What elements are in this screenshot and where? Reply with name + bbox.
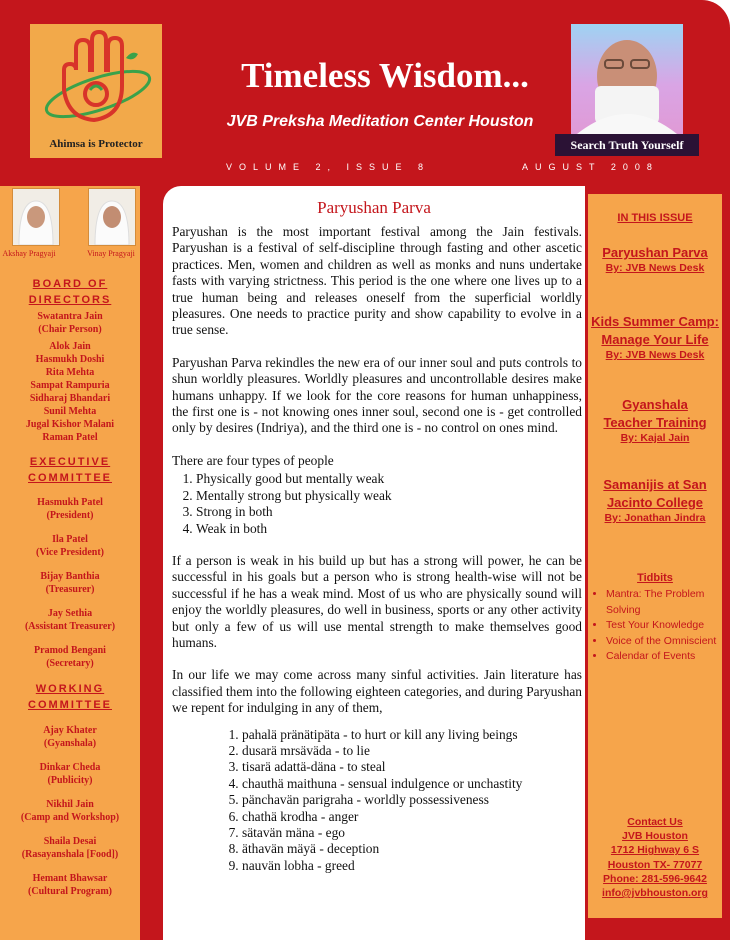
photo-caption-vinay: Vinay Pragyaji (87, 249, 135, 258)
working-list (0, 724, 140, 898)
sins-list (172, 727, 582, 875)
newsletter-title: Timeless Wisdom... (241, 56, 529, 95)
working-heading: WORKING COMMITTEE (28, 683, 112, 711)
vinay-photo (88, 188, 136, 246)
working-role: (Gyanshala) (43, 738, 97, 749)
executive-role: (Secretary) (46, 658, 94, 669)
issue-title: Paryushan Parva (602, 245, 708, 260)
list-item: 2. dusarä mrsäväda - to lie (242, 743, 582, 759)
tidbit-item[interactable]: • Voice of the Omniscient (606, 634, 730, 650)
issue-byline: By: Kajal Jain (620, 432, 690, 444)
executive-heading: EXECUTIVE COMMITTEE (28, 456, 112, 484)
tidbit-item[interactable]: • Calendar of Events (606, 649, 730, 665)
contact-city: Houston TX- 77077 (607, 858, 703, 871)
list-item: 1. pahalä pränätipäta - to hurt or kill any living beings (242, 727, 582, 743)
working-role: (Rasayanshala [Food]) (21, 849, 119, 860)
executive-name: Hasmukh Patel (37, 497, 103, 508)
contact-phone: Phone: 281-596-9642 (603, 872, 707, 885)
list-item: 5. pänchavän parigraha - worldly possessiveness (242, 792, 582, 808)
executive-list (0, 496, 140, 670)
contact-street: 1712 Highway 6 S (610, 844, 700, 857)
person-photo-icon (571, 24, 683, 134)
working-role: (Cultural Program) (28, 886, 112, 897)
list-item: 1. Physically good but mentally weak (196, 471, 582, 487)
ahimsa-logo (30, 24, 162, 158)
contact-block (588, 815, 722, 900)
board-member: Sunil Mehta (43, 406, 97, 417)
board-member: Jugal Kishor Malani (25, 419, 115, 430)
issue-link-summer-camp[interactable] (588, 313, 722, 362)
board-member: Raman Patel (42, 432, 98, 443)
article-body (172, 224, 582, 890)
logo-caption: Ahimsa is Protector (49, 138, 143, 150)
board-member: Sampat Rampuria (30, 380, 110, 391)
issue-byline: By: JVB News Desk (605, 262, 705, 274)
list-item: 2. Mentally strong but physically weak (196, 488, 582, 504)
contact-org: JVB Houston (622, 830, 688, 843)
people-types-list (172, 471, 582, 537)
person-photo-icon (89, 189, 135, 245)
working-name: Dinkar Cheda (39, 762, 101, 773)
issue-byline: By: JVB News Desk (605, 349, 705, 361)
list-item: 7. sätavän mäna - ego (242, 825, 582, 841)
akshay-photo (12, 188, 60, 246)
working-name: Ajay Khater (43, 725, 97, 736)
board-member: Swatantra Jain (37, 311, 103, 322)
article-title: Paryushan Parva (317, 198, 431, 217)
right-sidebar (588, 194, 722, 918)
article-paragraph: If a person is weak in his build up but has a strong will power, he can be successful in his goals but a person who is strong health-wise will not be successful if he has a weak mind. Most of us who are physically sound will enjoy the worldly pleasures, do well in business, sports or any other activity but only a few of us will use mental strength to make themselves good humans. (172, 552, 582, 650)
newsletter-subtitle: JVB Preksha Meditation Center Houston (226, 113, 534, 130)
issue-title: Kids Summer Camp: Manage Your Life (591, 314, 719, 347)
tidbit-item[interactable]: • Test Your Knowledge (606, 618, 730, 634)
board-member: Rita Mehta (45, 367, 95, 378)
tidbits-list (592, 587, 730, 665)
board-member-role: (Chair Person) (38, 324, 102, 335)
tidbit-item[interactable]: • Mantra: The Problem Solving (606, 587, 730, 618)
issue-link-samanijis[interactable] (588, 476, 722, 525)
issue-byline: By: Jonathan Jindra (604, 512, 706, 524)
list-item: 3. tisarä adattä-däna - to steal (242, 759, 582, 775)
executive-role: (Vice President) (35, 547, 105, 558)
article-paragraph: Paryushan is the most important festival among the Jain festivals. Paryushan is a festival of self-discipline through fasting and other ascetic practices. Men, women and children as well as monks and nuns undertake fasts with varying strictness. This period is the one where one lives up to a true human being and releases oneself from the superficial worldly pleasures. One needs to practice purity and show capability to evolve in a true sense. (172, 224, 582, 338)
board-member: Hasmukh Doshi (35, 354, 105, 365)
article-panel (163, 186, 585, 940)
tidbits-heading: Tidbits (637, 572, 673, 584)
list-item: 4. chauthä maithuna - sensual indulgence or unchastity (242, 776, 582, 792)
article-paragraph: There are four types of people (172, 452, 334, 468)
list-item: 6. chathä krodha - anger (242, 809, 582, 825)
executive-role: (Treasurer) (45, 584, 95, 595)
board-member: Sidharaj Bhandari (29, 393, 111, 404)
contact-email-link[interactable]: info@jvbhouston.org (602, 887, 708, 900)
left-sidebar (0, 186, 140, 940)
working-name: Shaila Desai (43, 836, 97, 847)
list-item: 9. nauvän lobha - greed (242, 858, 582, 874)
working-role: (Camp and Workshop) (20, 812, 120, 823)
in-this-issue-heading: IN THIS ISSUE (617, 212, 693, 224)
working-role: (Publicity) (47, 775, 93, 786)
issue-link-paryushan[interactable] (588, 244, 722, 275)
contact-heading: Contact Us (627, 816, 683, 828)
issue-title: Gyanshala Teacher Training (603, 397, 707, 430)
person-photo-icon (13, 189, 59, 245)
executive-name: Ila Patel (52, 534, 88, 545)
list-item: 4. Weak in both (196, 521, 582, 537)
issue-title: Samanijis at San Jacinto College (603, 477, 707, 510)
executive-name: Jay Sethia (47, 608, 93, 619)
executive-name: Pramod Bengani (34, 645, 106, 656)
working-name: Hemant Bhawsar (32, 873, 108, 884)
volume-issue: VOLUME 2, ISSUE 8 (226, 162, 431, 172)
list-item: 8. äthavän mäyä - deception (242, 841, 582, 857)
photo-caption-akshay: Akshay Pragyaji (2, 249, 56, 258)
board-list (0, 310, 140, 444)
issue-date: AUGUST 2008 (522, 162, 659, 172)
executive-role: (Assistant Treasurer) (24, 621, 116, 632)
board-member: Alok Jain (49, 341, 91, 352)
executive-name: Bijay Banthia (40, 571, 100, 582)
article-paragraph: Paryushan Parva rekindles the new era of our inner soul and puts controls to shun worldly pleasures. Worldly pleasures and uncontrollable desires make humans unhappy. If we look for the core reasons for human unhappiness, the first one is - not knowing ones inner soul, second one is - get controlled only by desires (Indriya), and the third one is - no control on ones mind. (172, 354, 582, 436)
search-truth-badge: Search Truth Yourself (555, 134, 699, 156)
working-name: Nikhil Jain (46, 799, 94, 810)
issue-link-gyanshala[interactable] (588, 396, 722, 445)
article-paragraph: In our life we may come across many sinful activities. Jain literature has classified them into the following eighteen categories, and during Paryushan we repent for indulging in any of them, (172, 667, 582, 716)
ahimsa-hand-icon (38, 28, 154, 136)
executive-role: (President) (46, 510, 94, 521)
list-item: 3. Strong in both (196, 504, 582, 520)
guru-photo (571, 24, 683, 134)
board-heading: BOARD OF DIRECTORS (28, 278, 112, 306)
